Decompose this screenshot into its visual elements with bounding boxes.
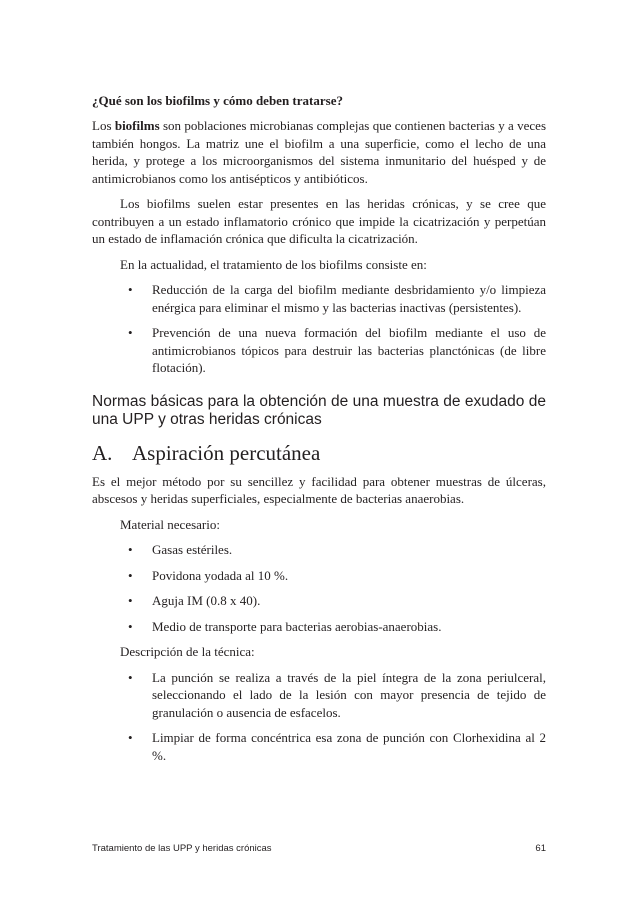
page-footer: [92, 843, 546, 854]
list-item: • Limpiar de forma concéntrica esa zona de punción con Clorhexidina al 2 %.: [128, 730, 546, 763]
bullet-icon: •: [128, 282, 133, 297]
para1-bold-term: biofilms: [114, 118, 160, 133]
list-item: • La punción se realiza a través de la piel íntegra de la zona periulceral, seleccionando el lado de la lesión con mayor presencia de tejido de granulación o ausencia de esfacelos.: [128, 669, 546, 720]
bullet-icon: •: [128, 325, 133, 340]
list-item: • Povidona yodada al 10 %.: [128, 567, 289, 583]
list-item: • Aguja IM (0.8 x 40).: [128, 593, 261, 608]
technique-list: [92, 669, 546, 765]
question-heading: ¿Qué son los biofilms y cómo deben tratarse?: [92, 93, 343, 108]
document-page: [92, 92, 546, 772]
biofilm-definition-paragraph: [92, 117, 546, 187]
list-item: • Reducción de la carga del biofilm mediante desbridamiento y/o limpieza enérgica para eliminar el mismo y las bacterias inactivas (persistentes).: [128, 282, 546, 315]
list-item: • Medio de transporte para bacterias aerobias-anaerobias.: [128, 618, 442, 634]
para1-lead: Los: [92, 118, 115, 133]
list-item: • Prevención de una nueva formación del biofilm mediante el uso de antimicrobianos tópicos para destruir las bacterias planctónicas (de libre flotación).: [128, 325, 546, 375]
section-title-text: Aspiración percutánea: [132, 440, 321, 465]
bullet-icon: •: [128, 669, 133, 685]
section-paragraph: Es el mejor método por su sencillez y facilidad para obtener muestras de úlceras, abscesos y heridas superficiales, especialmente de bacterias anaerobias.: [92, 473, 546, 506]
norms-heading: Normas básicas para la obtención de una muestra de exudado de una UPP y otras heridas crónicas: [92, 392, 546, 428]
material-list: [92, 541, 546, 635]
treatment-intro: En la actualidad, el tratamiento de los biofilms consiste en:: [120, 256, 427, 272]
page-number: 61: [535, 843, 546, 854]
para1-rest: son poblaciones microbianas complejas que contienen bacterias y a veces también hongos. La matriz une el biofilm a una superficie, como el lecho de una herida, y protege a los microorganismos del sistema inmunitario del huésped y de antimicrobianos como los antisépticos y antibióticos.: [92, 118, 547, 186]
bullet-icon: •: [128, 567, 133, 583]
bullet-icon: •: [128, 593, 133, 608]
section-title: [92, 441, 546, 465]
material-label: Material necesario:: [120, 516, 220, 532]
technique-label: Descripción de la técnica:: [120, 644, 255, 659]
bullet-icon: •: [128, 730, 133, 745]
list-item: • Gasas estériles.: [128, 542, 233, 557]
footer-title: Tratamiento de las UPP y heridas crónicas: [92, 843, 272, 854]
treatment-list: [92, 281, 546, 377]
bullet-icon: •: [128, 618, 133, 634]
bullet-icon: •: [128, 542, 133, 557]
section-letter: A.: [92, 440, 113, 465]
biofilm-chronic-paragraph: Los biofilms suelen estar presentes en las heridas crónicas, y se cree que contribuyen a un estado inflamatorio crónico que impide la cicatrización y perpetúan un estado de inflamación crónica que dificulta la cicatrización.: [92, 196, 546, 246]
